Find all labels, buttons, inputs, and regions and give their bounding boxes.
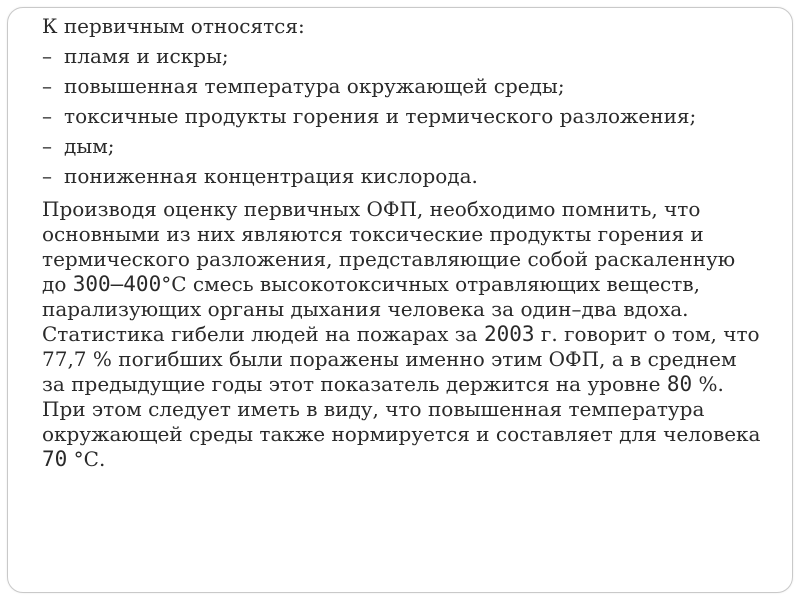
dash-bullet: – bbox=[42, 74, 52, 98]
paragraph-text: % погибших были поражены именно этим ОФП, а в среднем за предыдущие годы этот показатель держится на уровне bbox=[42, 347, 737, 396]
average-percent-value: 80 bbox=[666, 372, 693, 396]
dash-bullet: – bbox=[42, 134, 52, 158]
list-item bbox=[42, 101, 762, 131]
intro-heading: К первичным относятся: bbox=[42, 14, 305, 38]
list-item bbox=[42, 41, 762, 71]
list-item-text: токсичные продукты горения и термического разложения; bbox=[64, 104, 697, 128]
list-item-text: дым; bbox=[64, 134, 115, 158]
paragraph-text: °С. bbox=[67, 447, 106, 471]
primary-factors-list bbox=[42, 41, 762, 191]
body-paragraph bbox=[42, 197, 762, 472]
list-item bbox=[42, 161, 762, 191]
paragraph-text: г. говорит о том, что bbox=[534, 322, 760, 346]
list-item-text: повышенная температура окружающей среды; bbox=[64, 74, 565, 98]
year-value: 2003 bbox=[483, 322, 535, 346]
temperature-range: 300–400 bbox=[72, 272, 162, 296]
paragraph-text: °С смесь высокотоксичных отравляющих веществ, парализующих органы дыхания человека за один–два вдоха. Статистика гибели людей на пожарах за bbox=[42, 272, 700, 346]
list-item-text: пламя и искры; bbox=[64, 44, 229, 68]
dash-bullet: – bbox=[42, 164, 52, 188]
list-item-text: пониженная концентрация кислорода. bbox=[64, 164, 478, 188]
paragraph-text: %. При этом следует иметь в виду, что повышенная температура окружающей среды также нормируется и составляет для человека bbox=[42, 372, 761, 446]
slide-content bbox=[42, 12, 762, 472]
list-item bbox=[42, 71, 762, 101]
list-item bbox=[42, 131, 762, 161]
dash-bullet: – bbox=[42, 44, 52, 68]
percent-value: 77,7 bbox=[42, 347, 87, 371]
max-temperature-value: 70 bbox=[42, 447, 68, 471]
paragraph-text: Производя оценку первичных ОФП, необходимо помнить, что основными из них являются токсические продукты горения и термического разложения, представляющие собой раскаленную до bbox=[42, 197, 736, 296]
dash-bullet: – bbox=[42, 104, 52, 128]
